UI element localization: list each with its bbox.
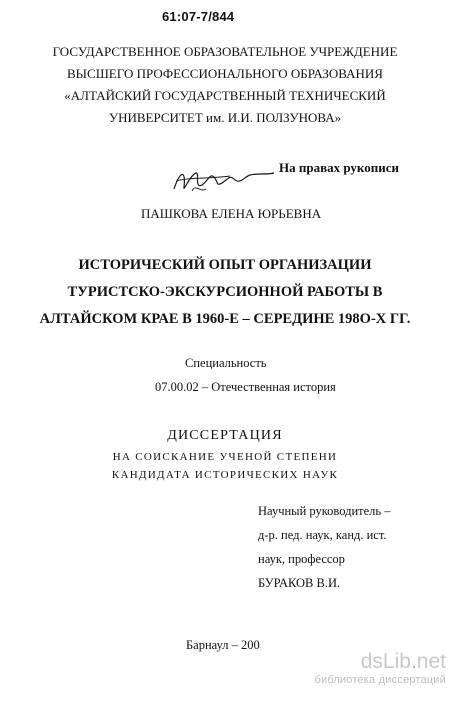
manuscript-rights-note: На правах рукописи [279, 160, 399, 175]
institution-line: УНИВЕРСИТЕТ им. И.И. ПОЛЗУНОВА» [108, 110, 342, 125]
watermark-subtitle: библиотека диссертаций [314, 674, 446, 686]
advisor-line: Научный руководитель – [258, 504, 391, 518]
advisor-line: наук, профессор [258, 552, 345, 566]
title-line: ИСТОРИЧЕСКИЙ ОПЫТ ОРГАНИЗАЦИИ [78, 257, 372, 273]
institution-line: ВЫСШЕГО ПРОФЕССИОНАЛЬНОГО ОБРАЗОВАНИЯ [67, 66, 383, 81]
degree-line: НА СОИСКАНИЕ УЧЕНОЙ СТЕПЕНИ [112, 451, 338, 463]
specialty-label: Специальность [185, 356, 267, 370]
watermark-brand-part: dsLib [360, 650, 411, 673]
institution-line: ГОСУДАРСТВЕННОЕ ОБРАЗОВАТЕЛЬНОЕ УЧРЕЖДЕНИЕ [52, 44, 398, 59]
dslib-watermark [288, 650, 446, 686]
institution-line: «АЛТАЙСКИЙ ГОСУДАРСТВЕННЫЙ ТЕХНИЧЕСКИЙ [64, 88, 386, 103]
advisor-line: д-р. пед. наук, канд. ист. [258, 528, 387, 542]
degree-line: КАНДИДАТА ИСТОРИЧЕСКИХ НАУК [111, 469, 339, 481]
city-year: Барнаул – 200 [186, 638, 260, 652]
title-line: АЛТАЙСКОМ КРАЕ В 1960-Е – СЕРЕДИНЕ 198О-Х ГГ. [39, 311, 411, 327]
author-name: ПАШКОВА ЕЛЕНА ЮРЬЕВНА [141, 206, 322, 221]
watermark-brand-dot: . [410, 650, 417, 673]
advisor-name: БУРАКОВ В.И. [258, 576, 341, 590]
handwritten-signature [170, 163, 280, 197]
catalog-number: 61:07-7/844 [162, 9, 235, 24]
specialty-value: 07.00.02 – Отечественная история [155, 380, 336, 394]
watermark-brand [288, 650, 446, 674]
watermark-brand-part: net [416, 650, 446, 673]
title-line: ТУРИСТСКО-ЭКСКУРСИОННОЙ РАБОТЫ В [67, 284, 383, 300]
dissertation-heading: ДИССЕРТАЦИЯ [167, 428, 283, 443]
